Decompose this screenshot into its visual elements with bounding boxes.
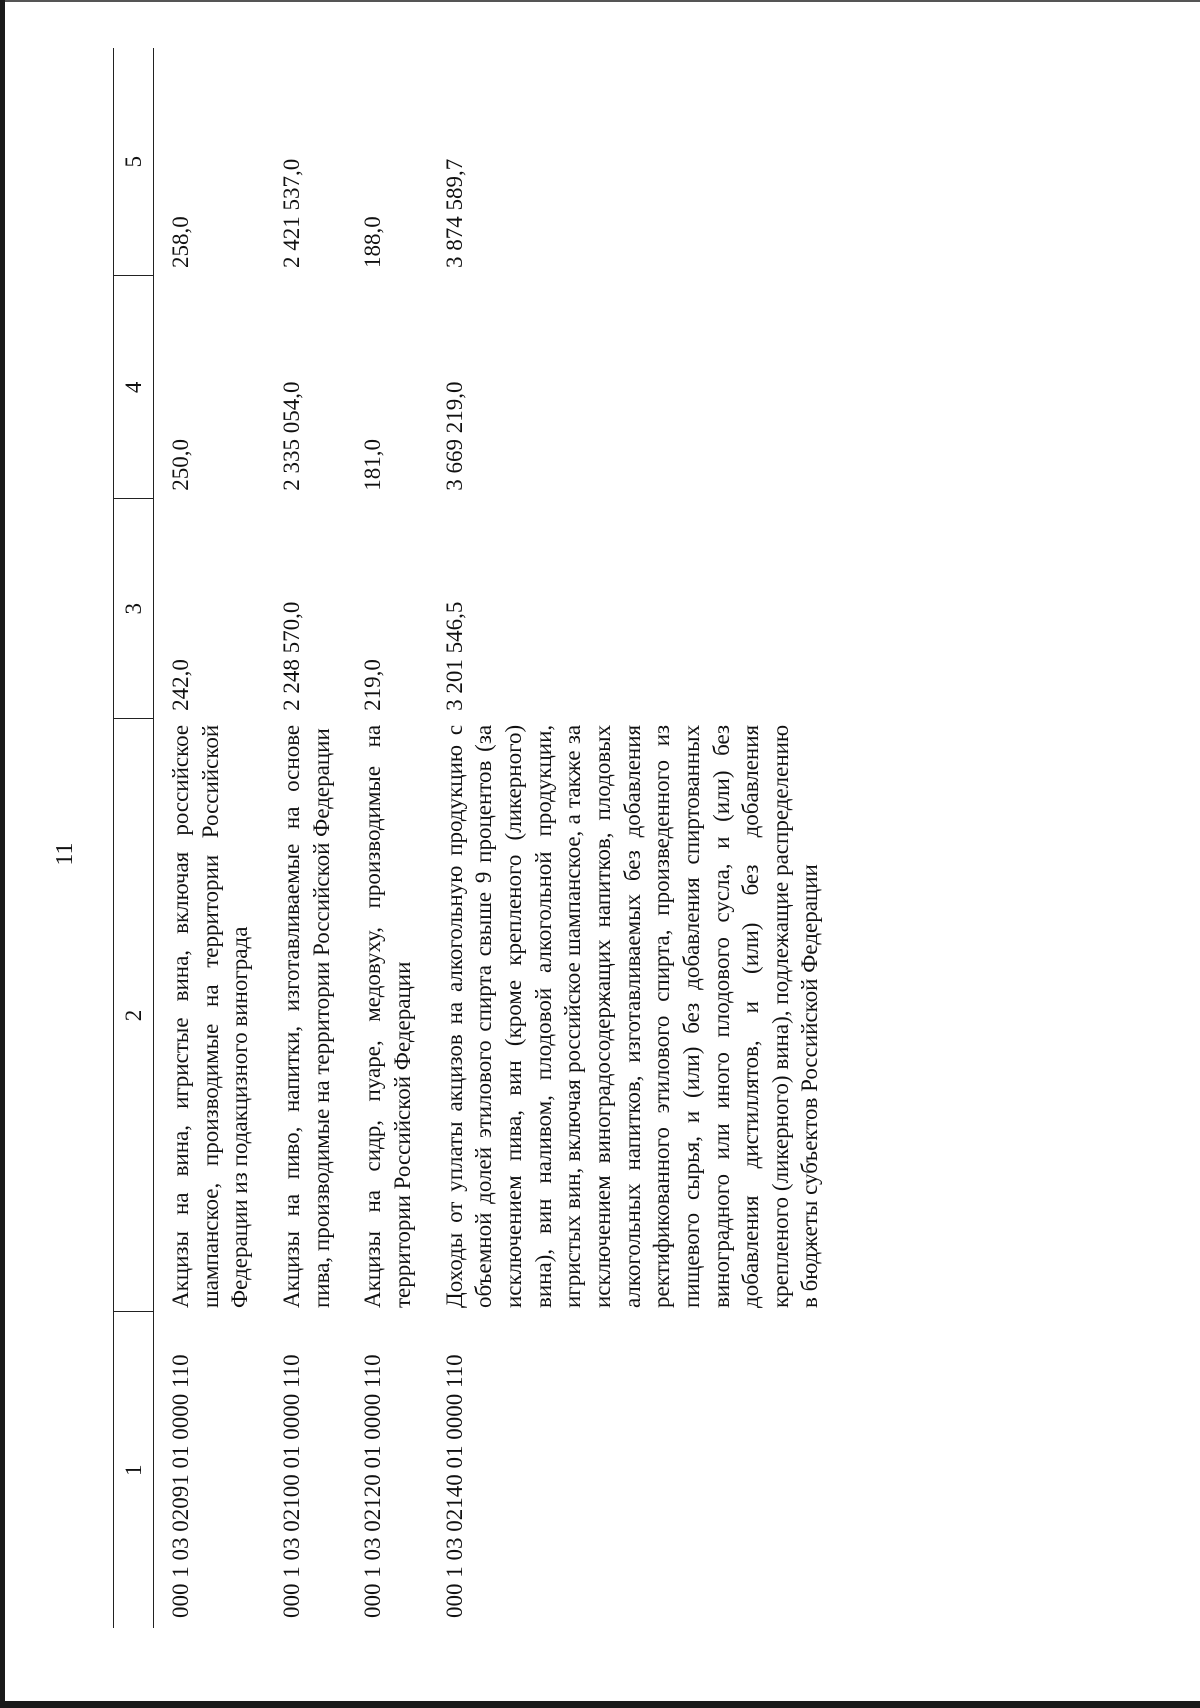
row-code: 000 1 03 02120 01 0000 110 (360, 1354, 386, 1618)
header-col-4: 4 (114, 276, 154, 499)
row-value-col4: 181,0 (360, 438, 386, 491)
row-value-col4: 2 335 054,0 (278, 381, 304, 491)
row-value-col5: 188,0 (360, 216, 386, 268)
row-value-col5: 3 874 589,7 (441, 158, 467, 268)
row-name: Акцизы на сидр, пуаре, медовуху, производимые на территории Российской Федерации (360, 724, 415, 1308)
page-number: 11 (52, 842, 78, 866)
table-header-row (114, 48, 154, 1628)
row-value-col4: 250,0 (168, 438, 193, 491)
row-code: 000 1 03 02091 01 0000 110 (168, 1354, 193, 1618)
row-code: 000 1 03 02140 01 0000 110 (441, 1354, 467, 1618)
revenue-table (113, 48, 835, 1628)
header-col-2: 2 (114, 719, 154, 1312)
table-row (440, 48, 836, 1628)
header-col-1: 1 (114, 1312, 154, 1628)
table-row (358, 48, 439, 1628)
table-row (277, 48, 358, 1628)
row-value-col5: 2 421 537,0 (278, 158, 304, 268)
header-col-3: 3 (114, 499, 154, 719)
row-value-col3: 242,0 (168, 659, 193, 711)
table-row (154, 48, 277, 1628)
row-name: Акцизы на пиво, напитки, изготавливаемые на основе пива, производимые на территории Российской Федерации (278, 724, 334, 1308)
header-col-5: 5 (114, 48, 154, 276)
row-name: Акцизы на вина, игристые вина, включая российское шампанское, производимые на территории Российской Федерации из подакцизного винограда (168, 724, 253, 1308)
row-value-col3: 219,0 (360, 659, 386, 711)
row-value-col3: 2 248 570,0 (278, 601, 304, 711)
row-name: Доходы от уплаты акцизов на алкогольную продукцию с объемной долей этилового спирта свыше 9 процентов (за исключением пива, вин (кроме крепленого (ликерного) вина), вин наливом, плодовой алкогольной продукции, игристых вин, включая российское шампанское, а также за исключением виноградосодержащих напитков, плодовых алкогольных напитков, изготавливаемых без добавления ректификованного этилового спирта, произведенного из пищевого сырья, и (или) без добавления спиртованных виноградного или иного плодового сусла, и (или) без добавления дистиллятов, и (или) без добавления крепленого (ликерного) вина), подлежащие распределению в бюджеты субъектов Российской Федерации (441, 724, 823, 1308)
row-code: 000 1 03 02100 01 0000 110 (278, 1354, 304, 1618)
row-value-col4: 3 669 219,0 (441, 381, 467, 491)
row-value-col3: 3 201 546,5 (441, 601, 467, 711)
row-value-col5: 258,0 (168, 216, 193, 268)
